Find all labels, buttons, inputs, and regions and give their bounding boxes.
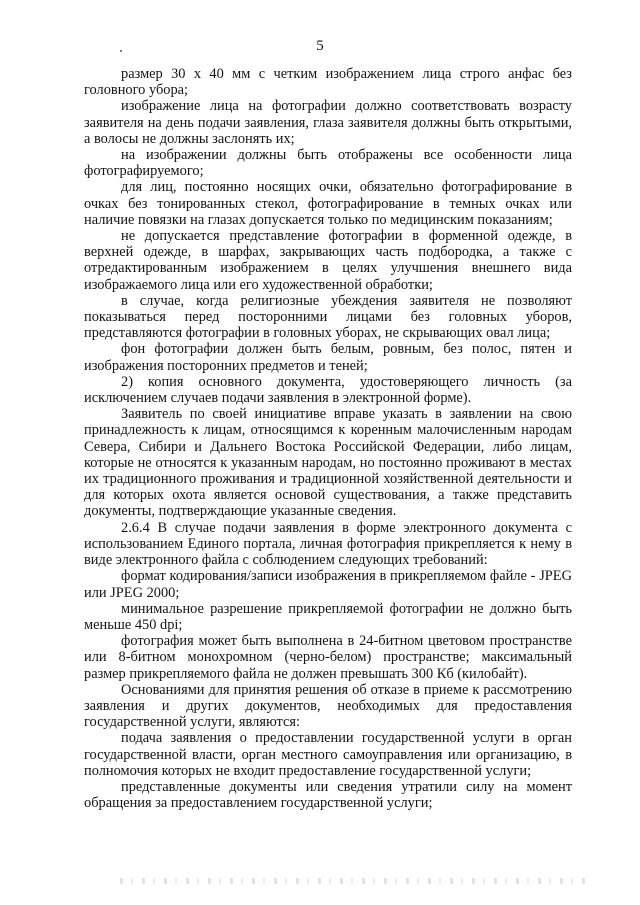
paragraph-photo-features: на изображении должны быть отображены все особенности лица фотографируемого; [84,147,572,180]
paragraph-color-space: фотография может быть выполнена в 24-битном цветовом пространстве или 8-битном монохромном (черно-белом) пространстве; максимальный размер прикрепляемого файла не должен превышать 300 Кб (килобайт). [84,633,572,682]
paragraph-indigenous: Заявитель по своей инициативе вправе указать в заявлении на свою принадлежность к лицам, относящимся к коренным малочисленным народам Севера, Сибири и Дальнего Востока Российской Федерации, либо лицам, которые не относятся к указанным народам, но постоянно проживают в местах их традиционного проживания и традиционной хозяйственной деятельности и для которых охота является основой существования, а также представить документы, подтверждающие указанные сведения. [84,406,572,520]
page-number: 5 [316,38,324,54]
paragraph-id-copy: 2) копия основного документа, удостоверяющего личность (за исключением случаев подачи заявления в электронной форме). [84,373,572,407]
paragraph-uniform: не допускается представление фотографии в форменной одежде, в верхней одежде, в шарфах, закрывающих часть подбородка, а также с отредактированным изображением в целях улучшения внешнего вида изображаемого лица или его художественной обработки; [84,228,572,293]
document-body [84,66,572,811]
paragraph-2-6-4: 2.6.4 В случае подачи заявления в форме электронного документа с использованием Единого портала, личная фотография прикрепляется к нему в виде электронного файла с соблюдением следующих требований: [84,519,572,569]
paragraph-jpeg-format: формат кодирования/записи изображения в прикрепляемом файле - JPEG или JPEG 2000; [84,568,572,601]
paragraph-wrong-authority: подача заявления о предоставлении государственной услуги в орган государственной власти, орган местного самоуправления или организацию, в полномочия которых не входит предоставление государственной услуги; [84,730,572,779]
paragraph-resolution: минимальное разрешение прикрепляемой фотографии не должно быть меньше 450 dpi; [84,600,572,633]
scan-artifact-dot [120,50,122,52]
paragraph-photo-age: изображение лица на фотографии должно соответствовать возрасту заявителя на день подачи заявления, глаза заявителя должны быть открытыми, а волосы не должны заслонять их; [84,98,572,147]
paragraph-glasses: для лиц, постоянно носящих очки, обязательно фотографирование в очках без тонированных стекол, фотографирование в темных очках или наличие повязки на глазах допускается только по медицинским показаниям; [84,179,572,228]
scan-artifact-bottom [120,878,590,884]
paragraph-background: фон фотографии должен быть белым, ровным, без полос, пятен и изображения посторонних предметов и теней; [84,341,572,374]
paragraph-religious: в случае, когда религиозные убеждения заявителя не позволяют показываться перед посторонними лицами без головных уборов, представляются фотографии в головных уборах, не скрывающих овал лица; [84,292,572,342]
paragraph-refusal-grounds: Основаниями для принятия решения об отказе в приеме к рассмотрению заявления и других документов, необходимых для предоставления государственной услуги, являются: [84,681,572,731]
paragraph-expired-documents: представленные документы или сведения утратили силу на момент обращения за предоставлением государственной услуги; [84,778,572,812]
paragraph-photo-size: размер 30 х 40 мм с четким изображением лица строго анфас без головного убора; [84,66,572,99]
